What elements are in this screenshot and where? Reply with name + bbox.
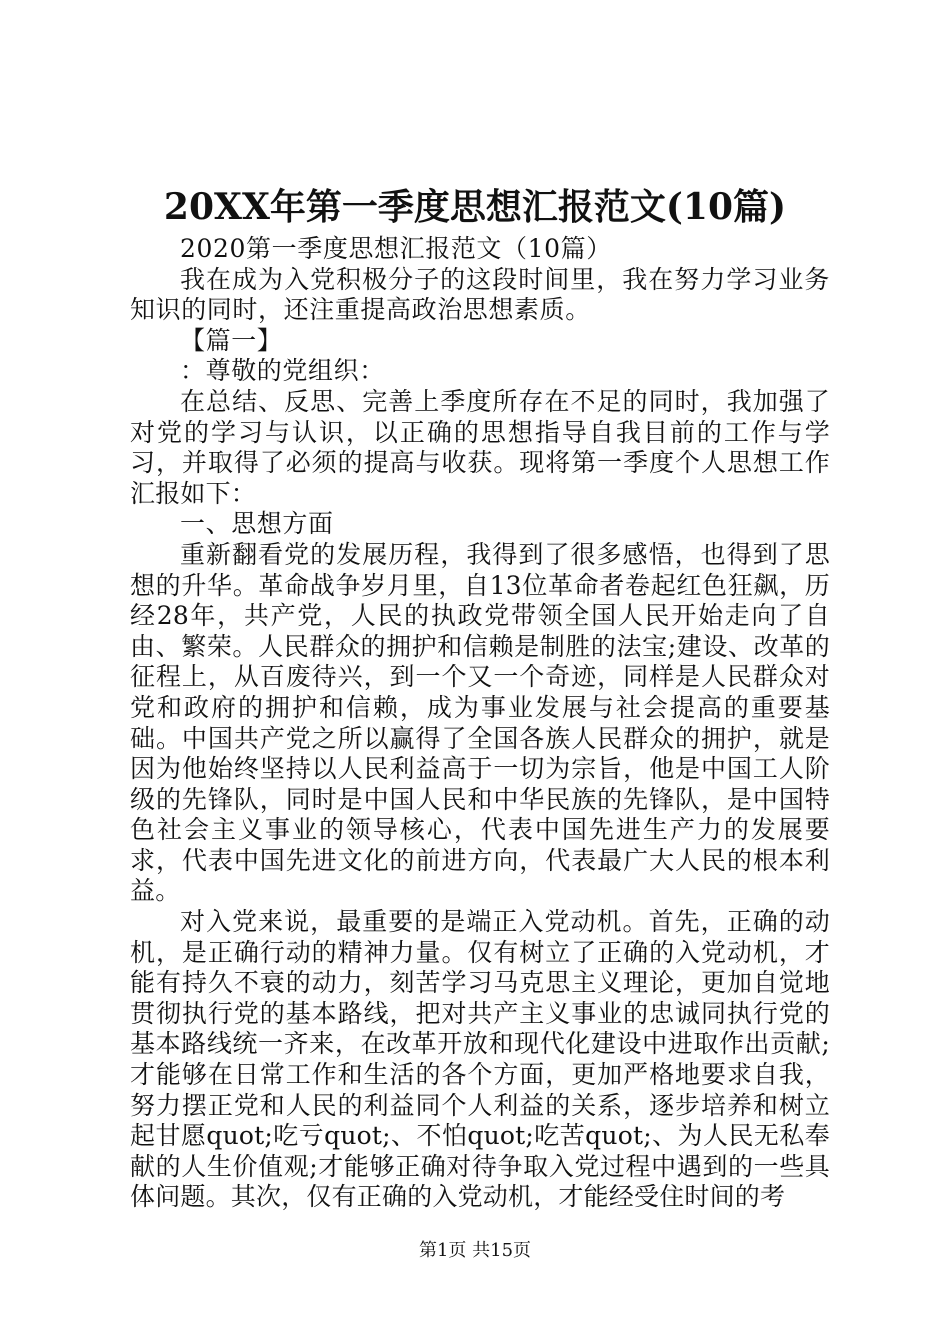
paragraph-motivation: 对入党来说，最重要的是端正入党动机。首先，正确的动机，是正确行动的精神力量。仅有树立了正确的入党动机，才能有持久不衰的动力，刻苦学习马克思主义理论，更加自觉地贯彻执行党的基本路线，把对共产主义事业的忠诚同执行党的基本路线统一齐来，在改革开放和现代化建设中进取作出贡献;才能够在日常工作和生活的各个方面，更加严格地要求自我，努力摆正党和人民的利益同个人利益的关系，逐步培养和树立起甘愿quot;吃亏quot;、不怕quot;吃苦quot;、为人民无私奉献的人生价值观;才能够正确对待争取入党过程中遇到的一些具体问题。其次，仅有正确的入党动机，才能经受住时间的考 <box>130 907 830 1212</box>
paragraph-summary: 在总结、反思、完善上季度所存在不足的同时，我加强了对党的学习与认识，以正确的思想指导自我目前的工作与学习，并取得了必须的提高与收获。现将第一季度个人思想工作汇报如下： <box>130 386 830 508</box>
paragraph-intro: 我在成为入党积极分子的这段时间里，我在努力学习业务知识的同时，还注重提高政治思想素质。 <box>130 264 830 325</box>
paragraph-subtitle: 2020第一季度思想汇报范文（10篇） <box>180 234 612 263</box>
document-title: 20XX年第一季度思想汇报范文(10篇) <box>163 186 787 228</box>
section-heading-part-one: 【篇一】 <box>180 325 283 355</box>
page-footer: 第1页 共15页 <box>418 1240 532 1261</box>
document-body <box>130 234 830 1213</box>
paragraph-party-history: 重新翻看党的发展历程，我得到了很多感悟，也得到了思想的升华。革命战争岁月里，自13位革命者卷起红色狂飙，历经28年，共产党，人民的执政党带领全国人民开始走向了自由、繁荣。人民群众的拥护和信赖是制胜的法宝;建设、改革的征程上，从百废待兴，到一个又一个奇迹，同样是人民群众对党和政府的拥护和信赖，成为事业发展与社会提高的重要基础。中国共产党之所以赢得了全国各族人民群众的拥护，就是因为他始终坚持以人民利益高于一切为宗旨，他是中国工人阶级的先锋队，同时是中国人民和中华民族的先锋队，是中国特色社会主义事业的领导核心，代表中国先进生产力的发展要求，代表中国先进文化的前进方向，代表最广大人民的根本利益。 <box>130 539 830 906</box>
salutation: ：尊敬的党组织： <box>180 356 385 386</box>
section-heading-thought: 一、思想方面 <box>180 509 334 539</box>
